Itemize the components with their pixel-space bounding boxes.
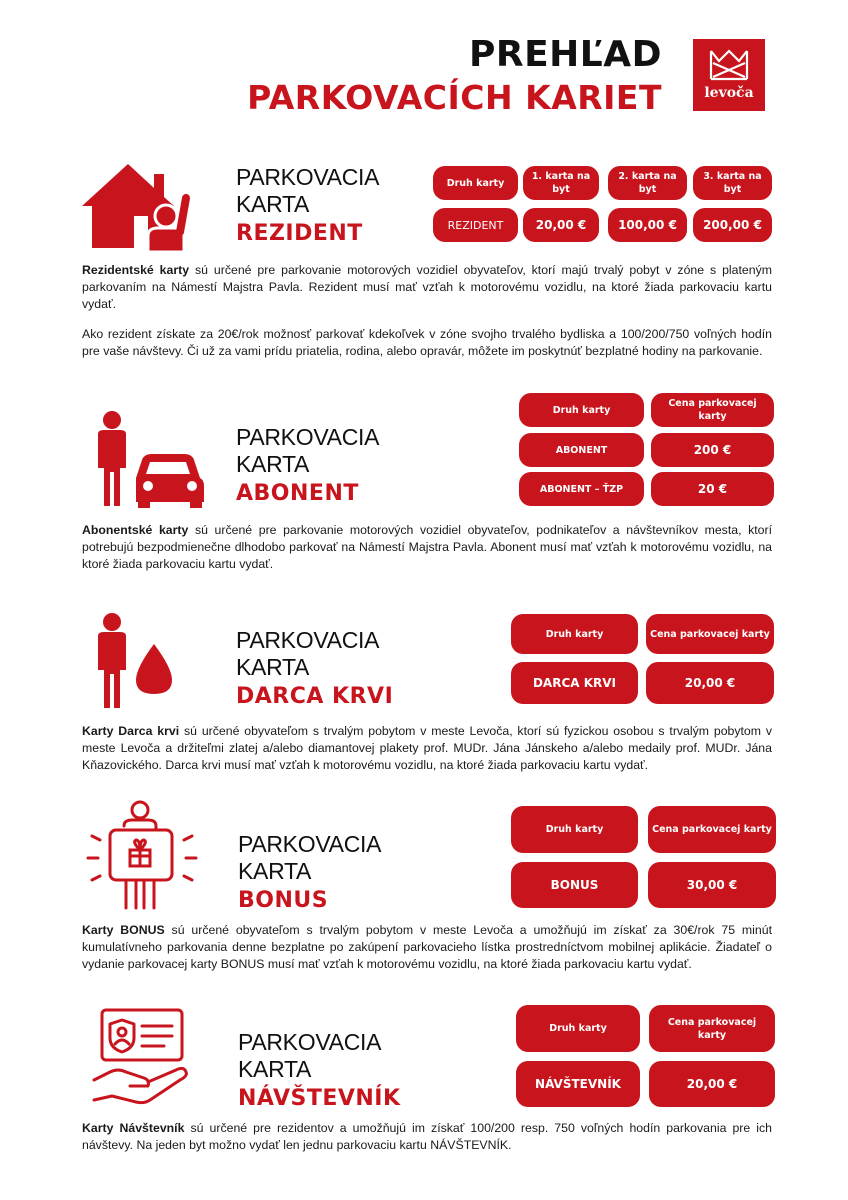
paragraph-text: sú určené obyvateľom s trvalým pobytom v meste Levoča, ktorí sú fyzickou osobou s trvalým pobytom v meste Levoča a držiteľmi zlatej a/alebo diamantovej plakety prof. MUDr. Jána Jánskeho a/alebo medaily prof. MUDr. Jána Kňazovického. Darca krvi musí mať vzťah k motorovému vozidlu, na ktoré žiada parkovaciu kartu vydať. — [82, 724, 772, 772]
table-cell-price: 20,00 € — [649, 1061, 775, 1107]
table-cell-type: ABONENT – ŤZP — [519, 472, 644, 506]
section-title-navstevnik — [238, 1029, 401, 1112]
table-cell-price1: 20,00 € — [523, 208, 599, 242]
paragraph — [82, 522, 772, 573]
paragraph — [82, 922, 772, 973]
title-line1: PARKOVACIA — [236, 627, 380, 653]
table-header-card1: 1. karta na byt — [523, 166, 599, 200]
section-title-bonus — [238, 831, 381, 914]
section-title-abonent — [236, 424, 379, 507]
person-blood-drop-icon — [92, 612, 176, 712]
paragraph — [82, 262, 772, 313]
paragraph — [82, 723, 772, 774]
table-header-type: Druh karty — [519, 393, 644, 427]
table-header-price: Cena parkovacej karty — [649, 1005, 775, 1052]
title-line1: PARKOVACIA — [238, 1029, 382, 1055]
title-line1: PARKOVACIA — [236, 164, 380, 190]
paragraph-bold: Karty Darca krvi — [82, 724, 180, 738]
table-header-type: Druh karty — [516, 1005, 640, 1052]
title-line2: KARTA — [238, 858, 312, 884]
logo-text: levoča — [704, 85, 754, 101]
paragraph-bold: Karty Návštevník — [82, 1121, 185, 1135]
page-title-line1: PREHĽAD — [468, 34, 662, 75]
title-line2: KARTA — [236, 191, 310, 217]
paragraph-text: sú určené obyvateľom s trvalým pobytom v meste Levoča a umožňujú im získať za 30€/rok 75 minút kumulatívneho parkovania denne bezplatne po zakúpení parkovacieho lístka prostredníctvom mobilnej aplikácie. Žiadateľ o vydanie parkovacej karty BONUS musí mať vzťah k motorovému vozidlu, na ktoré žiada parkovaciu kartu vydať. — [82, 923, 772, 971]
page-title-line2: PARKOVACÍCH KARIET — [247, 78, 662, 117]
table-header-card2: 2. karta na byt — [608, 166, 687, 200]
person-gift-sign-icon — [86, 800, 198, 912]
title-line2: KARTA — [236, 451, 310, 477]
card-name: ABONENT — [236, 481, 359, 506]
title-line2: KARTA — [236, 654, 310, 680]
table-header-price: Cena parkovacej karty — [651, 393, 774, 427]
paragraph — [82, 326, 772, 360]
table-cell-price: 30,00 € — [648, 862, 776, 908]
table-cell-type: DARCA KRVI — [511, 662, 638, 704]
paragraph-text: Ako rezident získate za 20€/rok možnosť parkovať kdekoľvek v zóne svojho trvalého bydliska a 100/200/750 voľných hodín pre vaše návštevy. Či už za vami prídu priatelia, rodina, alebo opravár, môžete im poskytnúť bezplatné hodiny na parkovanie. — [82, 327, 772, 358]
paragraph-text: sú určené pre parkovanie motorových vozidiel obyvateľov, ktorí majú trvalý pobyt v zóne s plateným parkovaním na Námestí Majstra Pavla. Rezident musí mať vzťah k motorovému vozidlu, na ktoré žiada parkovaciu kartu vydať. — [82, 263, 772, 311]
paragraph-text: sú určené pre rezidentov a umožňujú im získať 100/200 resp. 750 voľných hodín parkovania pre ich návštevy. Na jeden byt možno vydať len jednu parkovaciu kartu NÁVŠTEVNÍK. — [82, 1121, 773, 1152]
table-header-type: Druh karty — [433, 166, 518, 200]
person-car-icon — [92, 410, 204, 510]
house-person-icon — [80, 160, 192, 252]
title-line2: KARTA — [238, 1056, 312, 1082]
table-header-type: Druh karty — [511, 806, 638, 853]
paragraph-bold: Rezidentské karty — [82, 263, 190, 277]
section-title-rezident — [236, 164, 379, 247]
table-cell-price3: 200,00 € — [693, 208, 772, 242]
card-name: REZIDENT — [236, 221, 363, 246]
table-header-price: Cena parkovacej karty — [648, 806, 776, 853]
paragraph-text: sú určené pre parkovanie motorových vozidiel obyvateľov, podnikateľov a návštevníkov mesta, ktorí potrebujú bezpodmienečne dlhodobo parkovať na Námestí Majstra Pavla. Abonent musí mať vzťah k motorovému vozidlu, na ktoré žiada parkovaciu kartu vydať. — [82, 523, 772, 571]
section-title-darca-krvi — [236, 627, 393, 710]
paragraph-bold: Abonentské karty — [82, 523, 189, 537]
table-cell-price: 20,00 € — [646, 662, 774, 704]
paragraph — [82, 1120, 772, 1154]
table-header-card3: 3. karta na byt — [693, 166, 772, 200]
table-cell-type: ABONENT — [519, 433, 644, 467]
table-cell-price: 20 € — [651, 472, 774, 506]
paragraph-bold: Karty BONUS — [82, 923, 165, 937]
hand-id-card-icon — [92, 1008, 196, 1108]
card-name: BONUS — [238, 888, 329, 913]
title-line1: PARKOVACIA — [238, 831, 382, 857]
table-cell-type: NÁVŠTEVNÍK — [516, 1061, 640, 1107]
table-header-price: Cena parkovacej karty — [646, 614, 774, 654]
levoca-logo — [693, 39, 765, 111]
table-cell-price2: 100,00 € — [608, 208, 687, 242]
table-cell-type: BONUS — [511, 862, 638, 908]
card-name: NÁVŠTEVNÍK — [238, 1086, 401, 1111]
table-header-type: Druh karty — [511, 614, 638, 654]
card-name: DARCA KRVI — [236, 684, 394, 709]
title-line1: PARKOVACIA — [236, 424, 380, 450]
table-cell-price: 200 € — [651, 433, 774, 467]
table-cell-type: REZIDENT — [433, 208, 518, 242]
